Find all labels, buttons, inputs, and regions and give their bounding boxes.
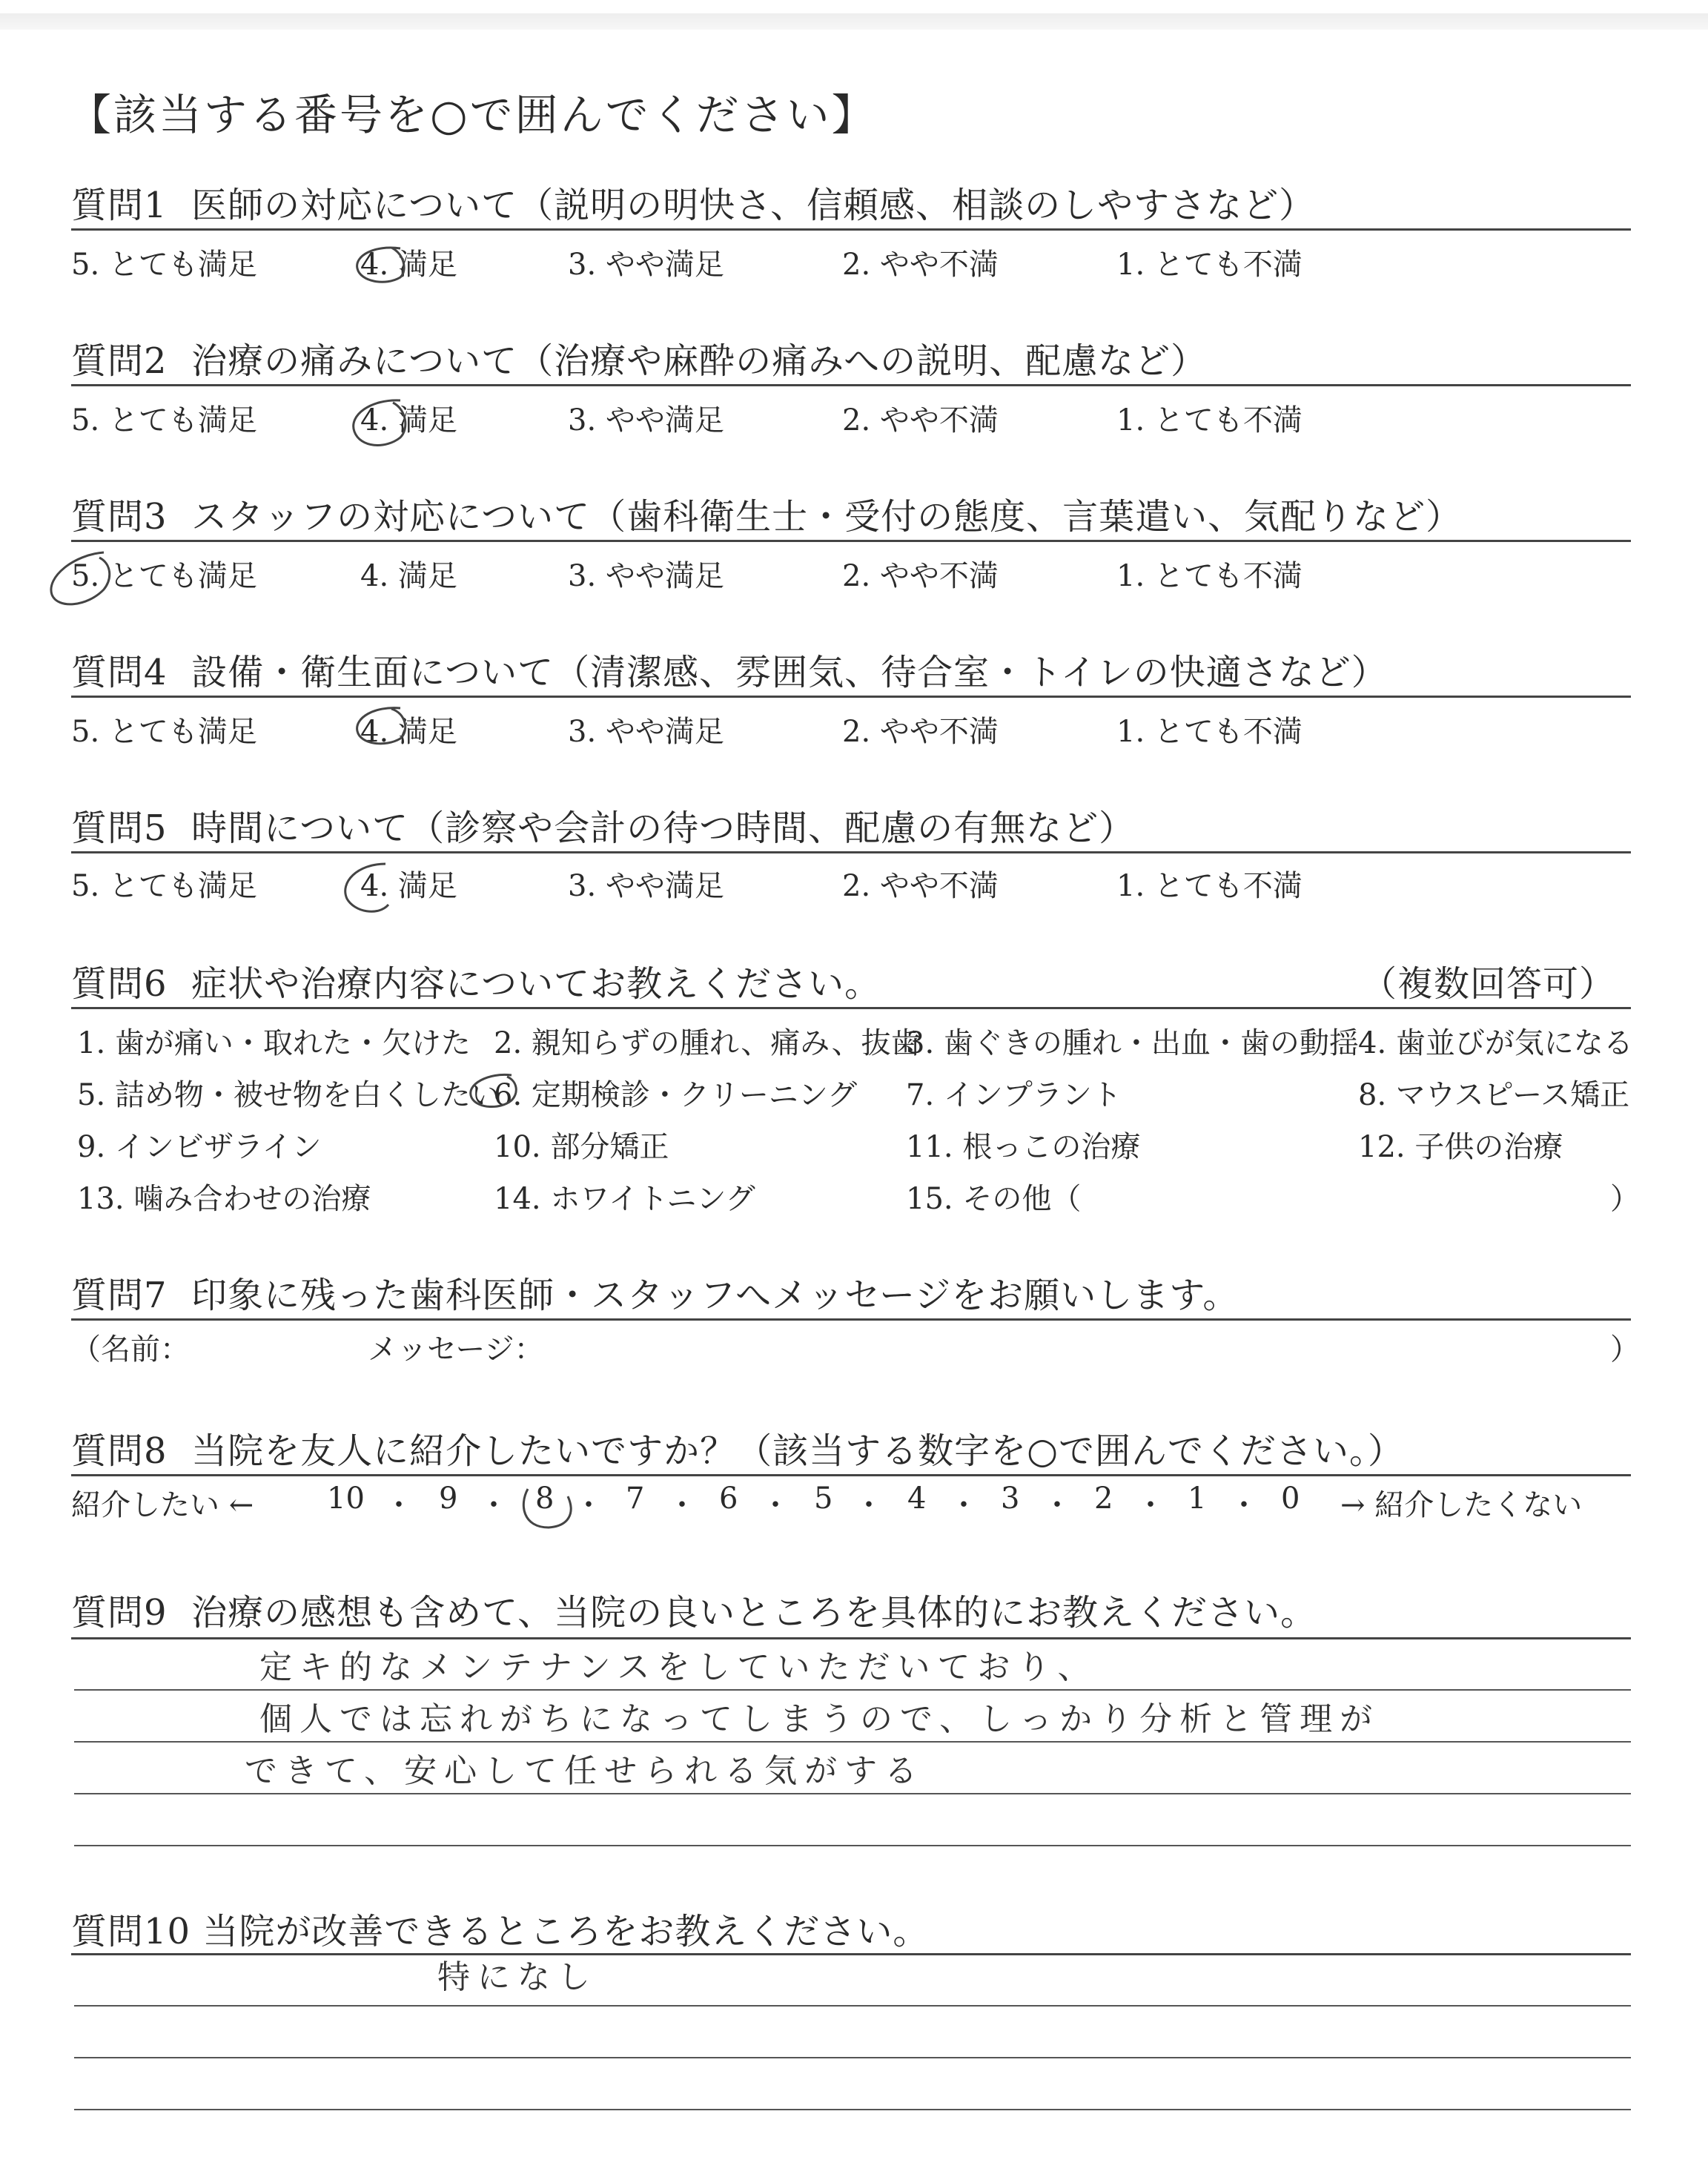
q5-option-5[interactable]: 5. とても満足 [71,869,257,903]
question-text: スタッフの対応について（歯科衛生士・受付の態度、言葉遣い、気配りなど） [191,496,1463,538]
q6-item[interactable]: 10. 部分矯正 [494,1130,669,1164]
q6-item[interactable]: 12. 子供の治療 [1358,1130,1563,1164]
question-label: 質問7 [71,1275,168,1316]
handwritten-answer-line: できて、安心して任せられる気がする [245,1752,925,1790]
q2-selection-circle [354,400,406,446]
q1-option-4[interactable]: 4. 満足 [360,248,457,282]
q2-option-1[interactable]: 1. とても不満 [1116,403,1302,437]
q3-option-3[interactable]: 3. やや満足 [568,559,724,593]
scale-dot: ・ [761,1488,790,1522]
q2-option-3[interactable]: 3. やや満足 [568,403,724,437]
q6-item[interactable]: 13. 噛み合わせの治療 [77,1182,371,1216]
q4-option-1[interactable]: 1. とても不満 [1116,715,1302,749]
q6-item[interactable]: 11. 根っこの治療 [906,1130,1141,1164]
scale-dot: ・ [949,1488,979,1522]
q3-option-5[interactable]: 5. とても満足 [71,559,257,593]
q4-option-2[interactable]: 2. やや不満 [842,715,999,749]
scale-number-1[interactable]: 1 [1188,1482,1207,1516]
q6-item[interactable]: 7. インプラント [906,1078,1122,1112]
recommend-label: 紹介したい ← [71,1488,254,1522]
q4-option-4[interactable]: 4. 満足 [360,715,457,749]
scale-number-10[interactable]: 10 [327,1482,365,1516]
q6-item[interactable]: 2. 親知らずの腫れ、痛み、抜歯 [494,1026,921,1060]
question-label: 質問10 [71,1911,191,1952]
question-text: 治療の痛みについて（治療や麻酔の痛みへの説明、配慮など） [191,340,1208,382]
question-text: 当院が改善できるところをお教えください。 [202,1911,930,1952]
question-text: 時間について（診察や会計の待つ時間、配慮の有無など） [191,807,1136,849]
scale-number-7[interactable]: 7 [626,1482,645,1516]
q4-selection-circle [357,708,406,744]
q1-option-2[interactable]: 2. やや不満 [842,248,999,282]
q1-selection-circle [357,248,405,282]
question-label: 質問5 [71,807,168,849]
q2-option-4[interactable]: 4. 満足 [360,403,457,437]
question-text: 当院を友人に紹介したいですか？（該当する数字を○で囲んでください。） [191,1430,1404,1472]
question-text: 治療の感想も含めて、当院の良いところを具体的にお教えください。 [191,1592,1317,1634]
scale-dot: ・ [1136,1488,1165,1522]
scale-dot: ・ [384,1488,414,1522]
question-text: 症状や治療内容についてお教えください。 [191,963,881,1005]
scale-number-0[interactable]: 0 [1281,1482,1300,1516]
question-text: 医師の対応について（説明の明快さ、信頼感、相談のしやすさなど） [191,185,1316,226]
scale-number-9[interactable]: 9 [439,1482,458,1516]
scale-number-8[interactable]: 8 [535,1482,555,1516]
q6-item[interactable]: 4. 歯並びが気になる [1358,1026,1633,1060]
scale-number-6[interactable]: 6 [719,1482,738,1516]
q2-option-2[interactable]: 2. やや不満 [842,403,999,437]
q6-item[interactable]: 15. その他（ [906,1182,1082,1216]
question-text: 印象に残った歯科医師・スタッフへメッセージをお願いします。 [191,1275,1239,1316]
question-label: 質問3 [71,496,168,538]
scale-dot: ・ [574,1488,603,1522]
q3-option-2[interactable]: 2. やや不満 [842,559,999,593]
question-label: 質問2 [71,340,168,382]
q3-option-1[interactable]: 1. とても不満 [1116,559,1302,593]
q6-item[interactable]: 9. インビザライン [77,1130,322,1164]
q6-item[interactable]: 1. 歯が痛い・取れた・欠けた [77,1026,471,1060]
q8-selection-circle [523,1489,571,1527]
q1-option-3[interactable]: 3. やや満足 [568,248,724,282]
q6-selection-circle [471,1074,516,1106]
question-label: 質問1 [71,185,168,226]
question-label: 質問8 [71,1430,168,1472]
q4-option-5[interactable]: 5. とても満足 [71,715,257,749]
scale-dot: ・ [854,1488,884,1522]
q5-option-1[interactable]: 1. とても不満 [1116,869,1302,903]
q6-item[interactable]: 5. 詰め物・被せ物を白くしたい [77,1078,500,1112]
question-label: 質問9 [71,1592,168,1634]
q1-option-5[interactable]: 5. とても満足 [71,248,257,282]
q6-item[interactable]: 8. マウスピース矯正 [1358,1078,1630,1112]
question-label: 質問4 [71,652,168,693]
message-label: メッセージ： [368,1332,544,1367]
q5-option-2[interactable]: 2. やや不満 [842,869,999,903]
q6-item[interactable]: 3. 歯ぐきの腫れ・出血・歯の動揺 [906,1026,1359,1060]
q4-option-3[interactable]: 3. やや満足 [568,715,724,749]
q1-option-1[interactable]: 1. とても不満 [1116,248,1302,282]
handwritten-answer-line: 定キ的なメンテナンスをしていただいており、 [259,1648,1098,1686]
q3-selection-circle [51,552,110,604]
q5-option-4[interactable]: 4. 満足 [360,869,457,903]
scale-number-4[interactable]: 4 [907,1482,927,1516]
scale-number-3[interactable]: 3 [1001,1482,1020,1516]
question-label: 質問6 [71,963,168,1005]
scale-dot: ・ [667,1488,697,1522]
q5-option-3[interactable]: 3. やや満足 [568,869,724,903]
multiple-answers-note: （複数回答可） [1361,963,1616,1005]
scale-dot: ・ [1042,1488,1072,1522]
scale-dot: ・ [1229,1488,1259,1522]
q7-close: ） [1610,1332,1640,1367]
question-text: 設備・衛生面について（清潔感、雰囲気、待合室・トイレの快適さなど） [191,652,1388,693]
q5-selection-circle [345,864,388,911]
name-label: （名前： [71,1332,190,1367]
scale-number-5[interactable]: 5 [814,1482,833,1516]
q6-item[interactable]: 6. 定期検診・クリーニング [494,1078,858,1112]
q6-item[interactable]: 14. ホワイトニング [494,1182,755,1216]
q3-option-4[interactable]: 4. 満足 [360,559,457,593]
handwritten-answer-line: 個人では忘れがちになってしまうので、しっかり分析と管理が [259,1700,1380,1738]
q6-other-close: ） [1610,1182,1640,1216]
q2-option-5[interactable]: 5. とても満足 [71,403,257,437]
scale-number-2[interactable]: 2 [1094,1482,1113,1516]
scale-dot: ・ [479,1488,509,1522]
not-recommend-label: → 紹介したくない [1340,1488,1583,1522]
handwritten-answer-line: 特になし [437,1958,598,1996]
form-title: 【該当する番号を○で囲んでください】 [68,90,877,140]
